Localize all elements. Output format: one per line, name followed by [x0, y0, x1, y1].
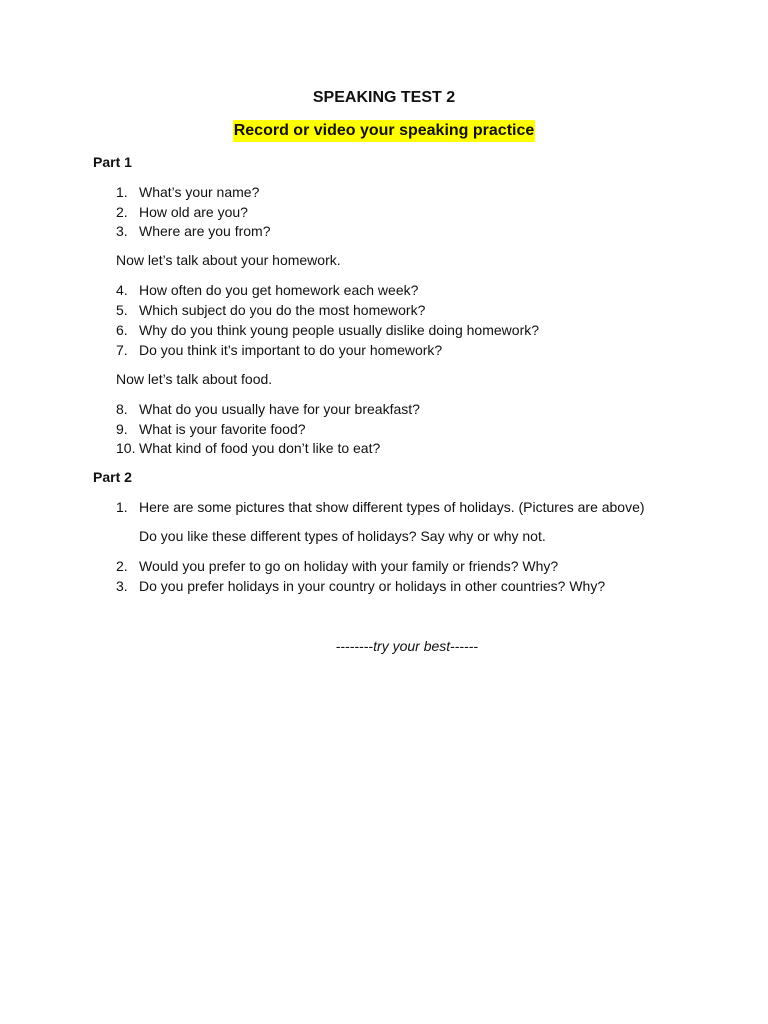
question-text: Do you prefer holidays in your country or holidays in other countries? Why?: [139, 578, 606, 594]
list-item: [116, 556, 558, 576]
list-number: 3.: [116, 578, 128, 594]
question-text: Here are some pictures that show different types of holidays. (Pictures are above): [139, 499, 645, 515]
list-item: [116, 340, 442, 360]
list-number: 2.: [116, 558, 128, 574]
list-number: 5.: [116, 302, 128, 318]
closing-note: [0, 636, 768, 656]
question-text: Would you prefer to go on holiday with your family or friends? Why?: [139, 558, 559, 574]
section-intro-food: Now let’s talk about food.: [116, 371, 273, 387]
list-item: [116, 497, 645, 517]
footer-trail-dashes: ------: [450, 638, 479, 654]
page-title: SPEAKING TEST 2: [312, 89, 456, 106]
list-number: 1.: [116, 184, 128, 200]
list-item: [116, 576, 605, 596]
footer-lead-dashes: --------: [335, 638, 374, 654]
question-follow-up: Do you like these different types of holidays? Say why or why not.: [139, 528, 546, 544]
list-number: 9.: [116, 421, 128, 437]
list-number: 8.: [116, 401, 128, 417]
question-text: What kind of food you don’t like to eat?: [139, 440, 381, 456]
question-text: Why do you think young people usually dislike doing homework?: [139, 322, 540, 338]
list-item: [116, 438, 380, 458]
subtitle-container: [0, 120, 768, 142]
list-number: 2.: [116, 204, 128, 220]
footer-text: try your best: [373, 638, 451, 654]
highlighted-subtitle: Record or video your speaking practice: [233, 120, 536, 142]
part1-heading: Part 1: [93, 154, 132, 170]
part2-heading: Part 2: [93, 469, 132, 485]
question-text: Do you think it’s important to do your homework?: [139, 342, 443, 358]
list-item: [116, 182, 259, 202]
question-text: What’s your name?: [139, 184, 260, 200]
list-number: 3.: [116, 223, 128, 239]
question-text: How often do you get homework each week?: [139, 282, 419, 298]
list-item: [116, 399, 420, 419]
section-intro-homework: Now let’s talk about your homework.: [116, 252, 341, 268]
question-text: Which subject do you do the most homework?: [139, 302, 426, 318]
list-item: [116, 419, 306, 439]
question-text: What is your favorite food?: [139, 421, 306, 437]
list-number: 6.: [116, 322, 128, 338]
list-item: [116, 300, 425, 320]
list-number: 7.: [116, 342, 128, 358]
question-text: How old are you?: [139, 204, 248, 220]
list-item: [116, 221, 271, 241]
list-number: 1.: [116, 499, 128, 515]
list-item: [116, 202, 248, 222]
question-text: What do you usually have for your breakfast?: [139, 401, 420, 417]
list-item: [116, 280, 418, 300]
list-number: 4.: [116, 282, 128, 298]
list-number: 10.: [116, 440, 136, 456]
question-text: Where are you from?: [139, 223, 271, 239]
list-item: [116, 320, 539, 340]
